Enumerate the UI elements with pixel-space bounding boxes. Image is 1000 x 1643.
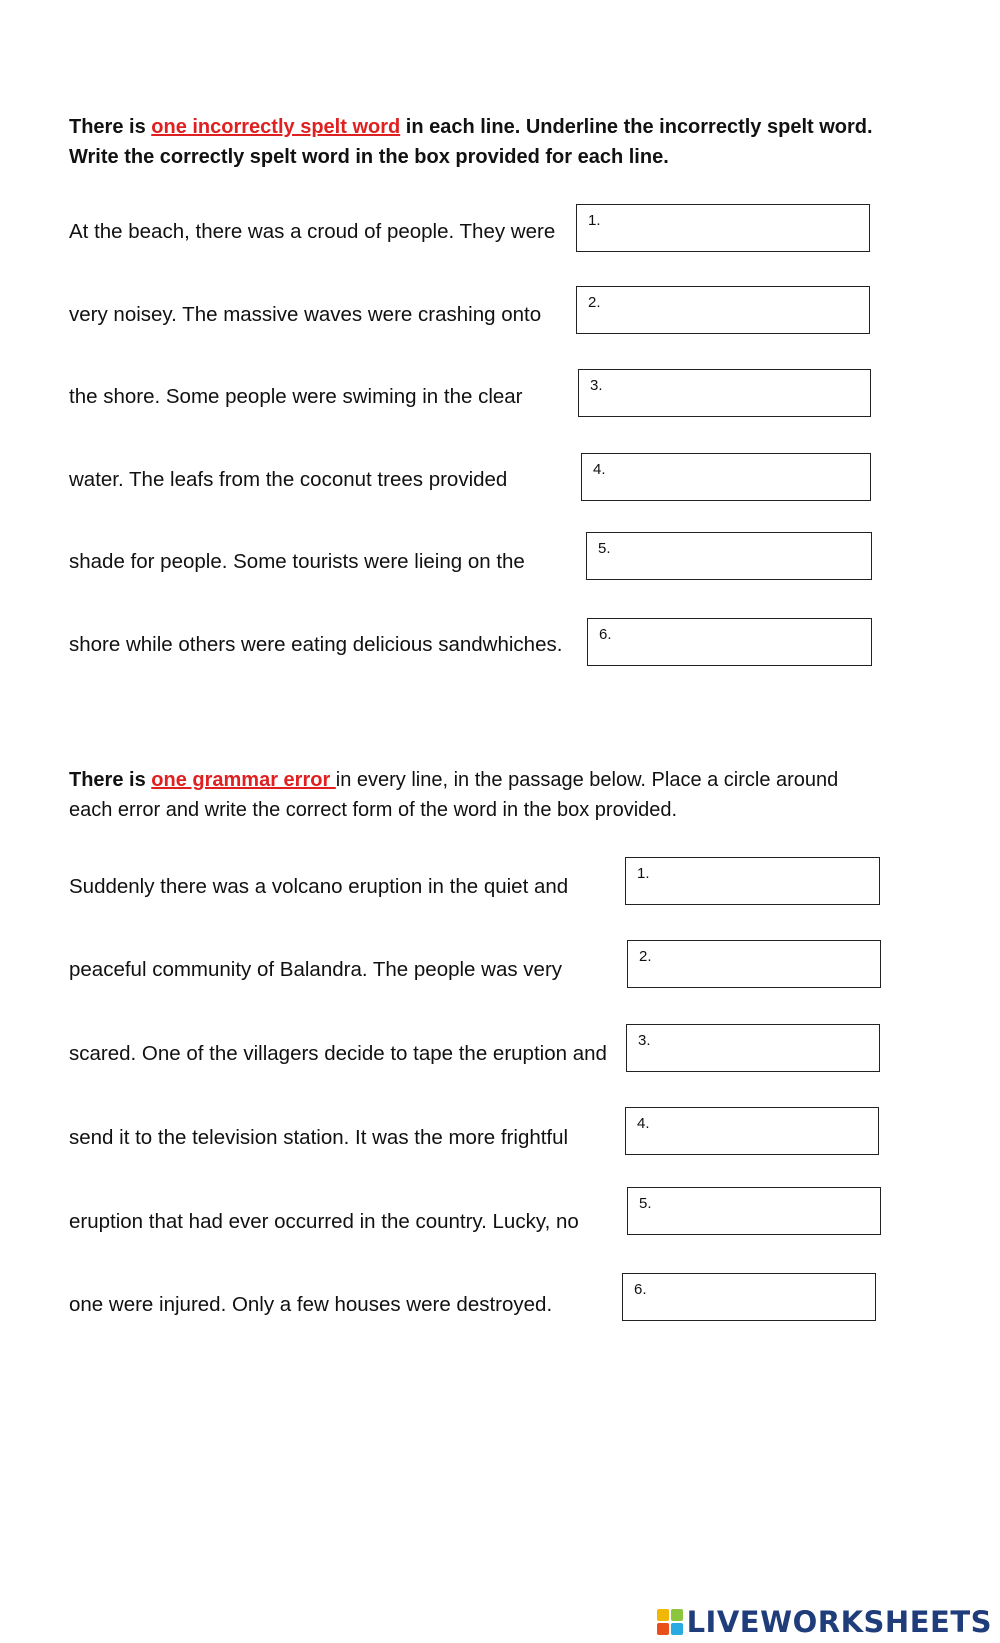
- spelling-answer-box-1[interactable]: 1.: [576, 204, 870, 252]
- liveworksheets-logo: [657, 1605, 992, 1639]
- grammar-line-5: eruption that had ever occurred in the country. Lucky, no: [69, 1210, 579, 1233]
- grammar-answer-box-6[interactable]: 6.: [622, 1273, 876, 1321]
- grammar-line-1: Suddenly there was a volcano eruption in the quiet and: [69, 875, 569, 898]
- grammar-answer-input-6[interactable]: [657, 1282, 869, 1312]
- grammar-answer-box-2[interactable]: 2.: [627, 940, 881, 988]
- grammar-line-3: scared. One of the villagers decide to tape the eruption and: [69, 1042, 607, 1065]
- spelling-answer-box-5[interactable]: 5.: [586, 532, 872, 580]
- grammar-answer-input-1[interactable]: [660, 866, 873, 896]
- spelling-answer-input-1[interactable]: [611, 213, 863, 243]
- spelling-answer-input-4[interactable]: [616, 462, 864, 492]
- spelling-answer-input-2[interactable]: [611, 295, 863, 325]
- grammar-line-6: one were injured. Only a few houses were destroyed.: [69, 1293, 553, 1316]
- spelling-line-6: shore while others were eating delicious sandwhiches.: [69, 633, 563, 656]
- spelling-line-2: very noisey. The massive waves were crashing onto: [69, 303, 542, 326]
- spelling-answer-box-2[interactable]: 2.: [576, 286, 870, 334]
- spelling-line-4: water. The leafs from the coconut trees provided: [69, 468, 508, 491]
- grammar-answer-box-4[interactable]: 4.: [625, 1107, 879, 1155]
- grammar-answer-input-4[interactable]: [660, 1116, 872, 1146]
- spelling-line-3: the shore. Some people were swiming in the clear: [69, 385, 523, 408]
- grammar-line-2: peaceful community of Balandra. The people was very: [69, 958, 563, 981]
- spelling-answer-input-3[interactable]: [613, 378, 864, 408]
- spelling-answer-box-3[interactable]: 3.: [578, 369, 871, 417]
- grammar-highlight: one grammar error: [151, 769, 336, 791]
- grammar-instructions: There is one grammar error in every line, in the passage below. Place a circle around each error and write the correct form of the word in the box provided.: [69, 769, 839, 821]
- grammar-answer-box-1[interactable]: 1.: [625, 857, 880, 905]
- liveworksheets-logo-text: LIVEWORKSHEETS: [686, 1605, 992, 1639]
- spelling-answer-box-6[interactable]: 6.: [587, 618, 872, 666]
- spelling-highlight: one incorrectly spelt word: [151, 116, 401, 138]
- grammar-answer-input-5[interactable]: [662, 1196, 874, 1226]
- grammar-answer-box-3[interactable]: 3.: [626, 1024, 880, 1072]
- grammar-line-4: send it to the television station. It was the more frightful: [69, 1126, 569, 1149]
- spelling-answer-input-6[interactable]: [622, 627, 865, 657]
- grammar-answer-box-5[interactable]: 5.: [627, 1187, 881, 1235]
- spelling-answer-input-5[interactable]: [621, 541, 865, 571]
- spelling-line-1: At the beach, there was a croud of people. They were: [69, 220, 556, 243]
- liveworksheets-logo-icon: [657, 1609, 683, 1635]
- grammar-answer-input-3[interactable]: [661, 1033, 873, 1063]
- spelling-line-5: shade for people. Some tourists were lieing on the: [69, 550, 525, 573]
- spelling-answer-box-4[interactable]: 4.: [581, 453, 871, 501]
- spelling-instructions: There is one incorrectly spelt word in each line. Underline the incorrectly spelt word. Write the correctly spelt word in the box provided for each line.: [69, 116, 873, 168]
- grammar-answer-input-2[interactable]: [662, 949, 874, 979]
